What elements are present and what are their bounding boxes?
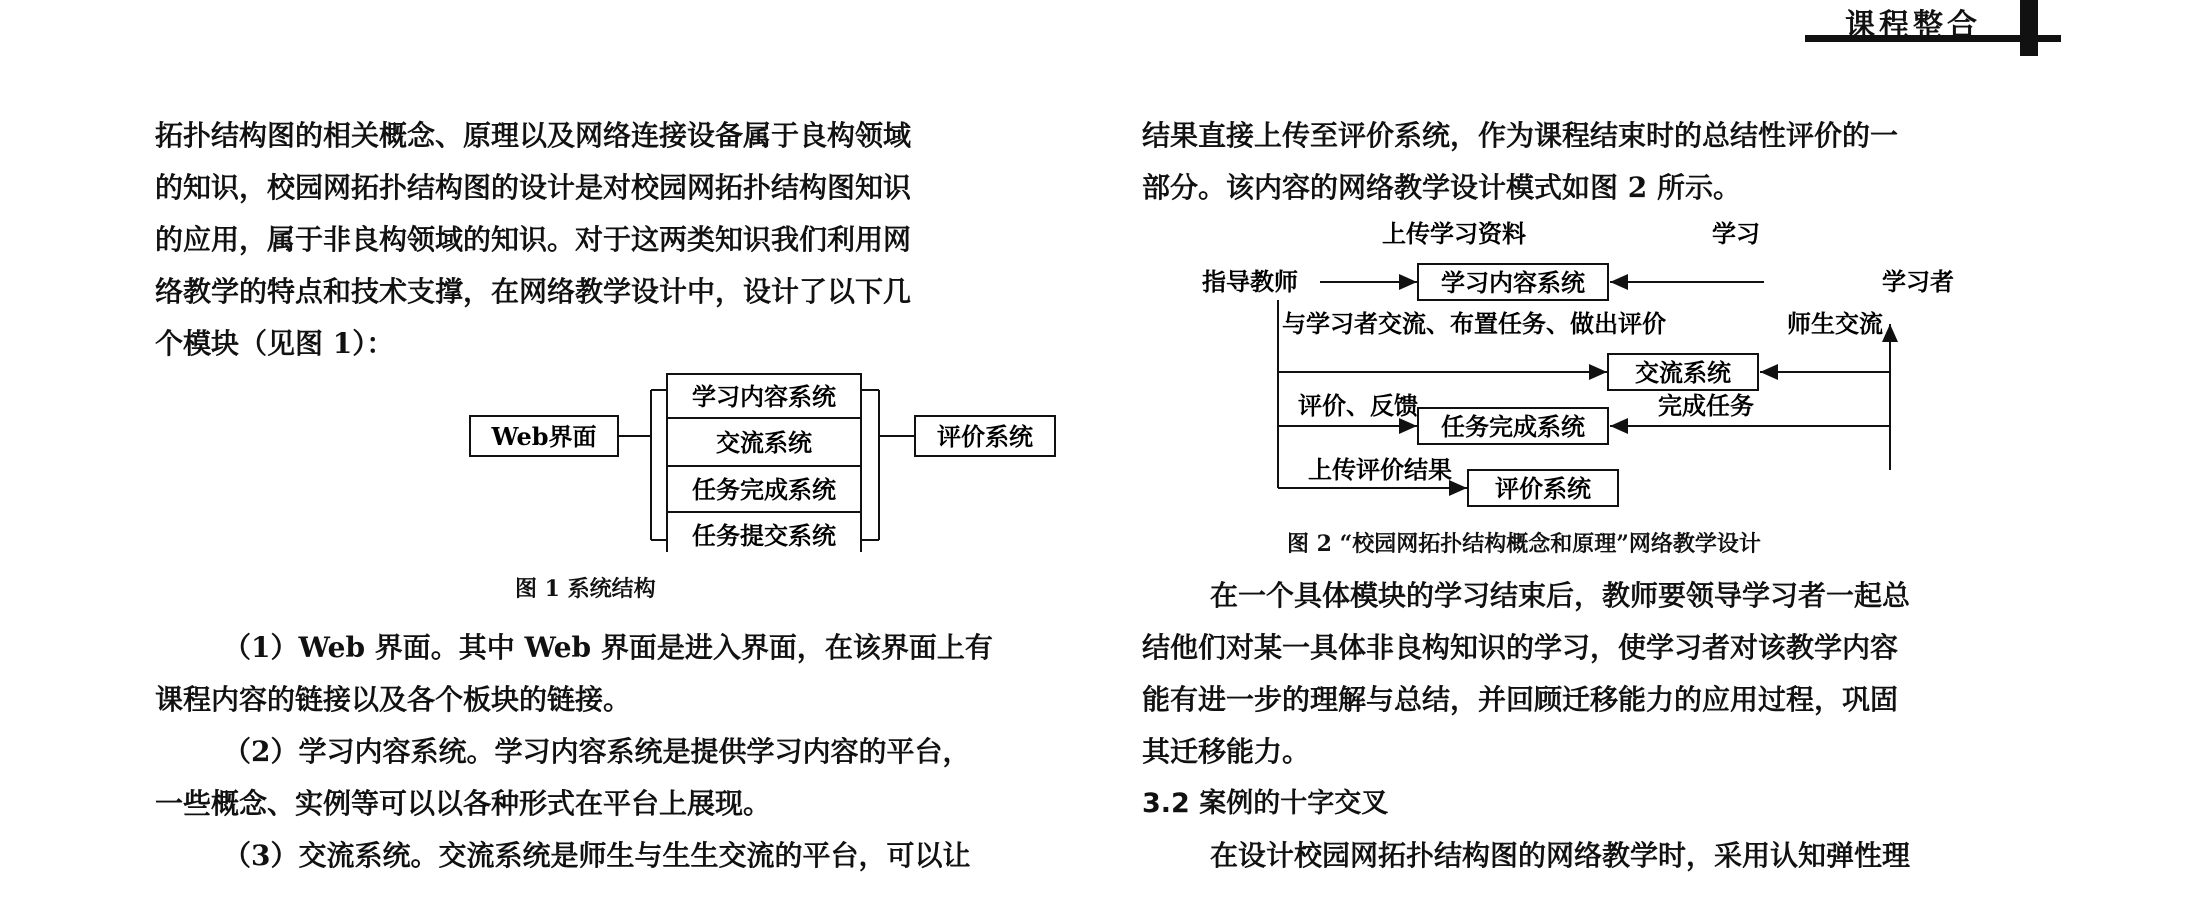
fig1-module-submit: 任务提交系统 (692, 521, 836, 550)
fig1-module-task: 任务完成系统 (692, 475, 836, 504)
fig2-label-upload-result: 上传评价结果 (1308, 455, 1452, 484)
text-line: 其迁移能力。 (1142, 735, 1311, 768)
fig1-module-content: 学习内容系统 (692, 382, 836, 411)
figure2-caption: 图 2 “校园网拓扑结构概念和原理”网络教学设计 (1287, 531, 1761, 557)
fig1-eval-box: 评价系统 (937, 422, 1033, 451)
text-line: （3）交流系统。交流系统是师生与生生交流的平台，可以让 (223, 839, 971, 872)
fig1-web-box: Web界面 (491, 422, 597, 451)
fig2-label-comm: 与学习者交流、布置任务、做出评价 (1282, 309, 1666, 338)
text-line: 络教学的特点和技术支撑，在网络教学设计中，设计了以下几 (155, 275, 912, 308)
section-heading: 3.2 案例的十字交叉 (1142, 788, 1389, 819)
fig2-label-complete: 完成任务 (1658, 391, 1754, 420)
text-line: 在设计校园网拓扑结构图的网络教学时，采用认知弹性理 (1210, 839, 1911, 872)
fig2-box-task: 任务完成系统 (1441, 412, 1585, 441)
header-title: 课程整合 (1845, 8, 1981, 43)
fig2-learner: 学习者 (1882, 267, 1954, 296)
text-line: 部分。该内容的网络教学设计模式如图 2 所示。 (1142, 171, 1741, 204)
text-line: （2）学习内容系统。学习内容系统是提供学习内容的平台， (223, 735, 971, 768)
text-line: 个模块（见图 1）： (155, 327, 395, 360)
fig2-box-eval: 评价系统 (1495, 474, 1591, 503)
figure1-caption: 图 1 系统结构 (515, 576, 656, 602)
fig2-box-content: 学习内容系统 (1441, 268, 1585, 297)
fig2-label-upload: 上传学习资料 (1382, 219, 1526, 248)
fig2-label-learn: 学习 (1712, 219, 1760, 248)
text-line: 结他们对某一具体非良构知识的学习，使学习者对该教学内容 (1142, 631, 1899, 664)
text-line: 的应用，属于非良构领域的知识。对于这两类知识我们利用网 (155, 223, 912, 256)
fig2-box-comm: 交流系统 (1635, 358, 1731, 387)
text-line: （1）Web 界面。其中 Web 界面是进入界面，在该界面上有 (223, 631, 993, 664)
header-block (2020, 0, 2038, 56)
text-line: 课程内容的链接以及各个板块的链接。 (155, 683, 632, 716)
text-line: 能有进一步的理解与总结，并回顾迁移能力的应用过程，巩固 (1142, 683, 1899, 716)
fig2-label-feedback: 评价、反馈 (1298, 391, 1418, 420)
text-line: 结果直接上传至评价系统，作为课程结束时的总结性评价的一 (1142, 119, 1899, 152)
text-line: 拓扑结构图的相关概念、原理以及网络连接设备属于良构领域 (155, 119, 912, 152)
fig2-teacher: 指导教师 (1202, 267, 1298, 296)
figure2-diagram (1202, 212, 2002, 522)
text-line: 在一个具体模块的学习结束后，教师要领导学习者一起总 (1210, 579, 1911, 612)
text-line: 的知识，校园网拓扑结构图的设计是对校园网拓扑结构图知识 (155, 171, 912, 204)
fig2-label-tscomm: 师生交流 (1787, 309, 1883, 338)
fig1-module-comm: 交流系统 (716, 428, 812, 457)
text-line: 一些概念、实例等可以以各种形式在平台上展现。 (155, 787, 772, 820)
figure1-diagram (305, 372, 1065, 552)
